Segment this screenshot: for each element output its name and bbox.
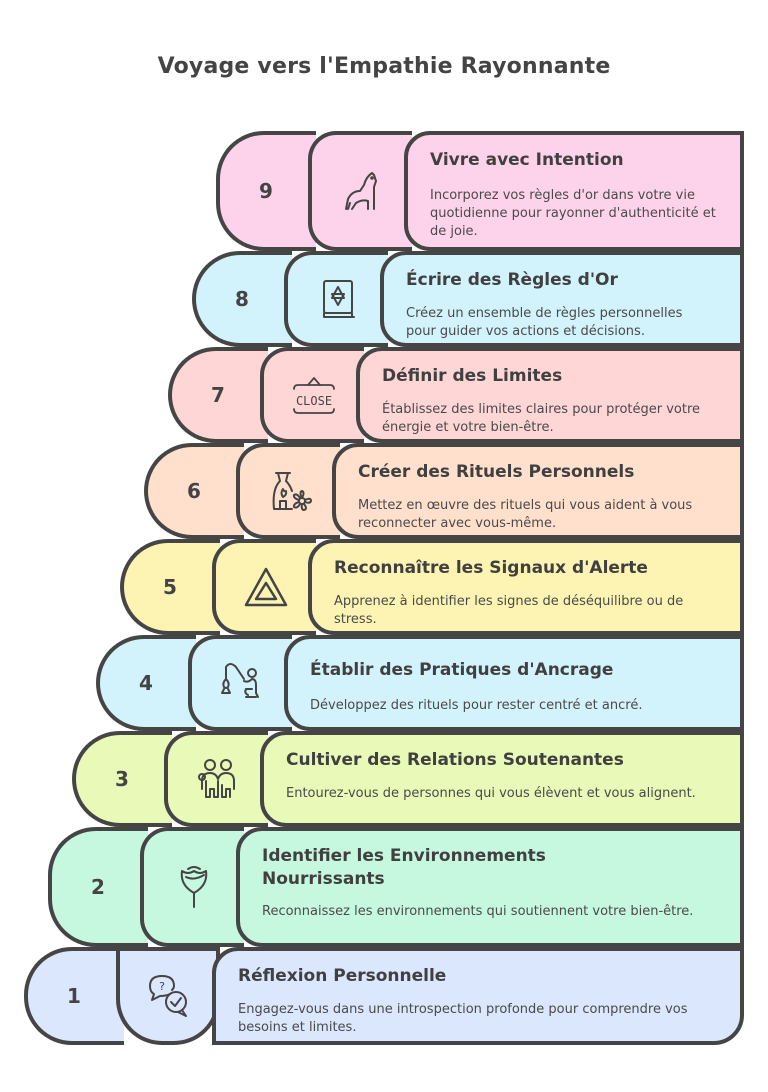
- step-number-block: [144, 443, 244, 539]
- step-card: [236, 827, 744, 947]
- step-9: [216, 131, 744, 251]
- step-description: Apprenez à identifier les signes de déséquilibre ou de stress.: [334, 594, 684, 627]
- step-icon-block: [116, 947, 220, 1045]
- step-number-block: [216, 131, 316, 251]
- aroma-lamp-icon: [266, 467, 314, 515]
- step-number: 5: [163, 575, 177, 599]
- step-description: Entourez-vous de personnes qui vous élèvent et vous alignent.: [286, 786, 696, 801]
- step-icon-block: [260, 347, 364, 443]
- step-card: [308, 539, 744, 635]
- step-6: [144, 443, 744, 539]
- step-number-block: [96, 635, 196, 731]
- step-number: 4: [139, 671, 153, 695]
- book-star-icon: [314, 275, 362, 323]
- step-description: Développez des rituels pour rester centré et ancré.: [310, 698, 643, 713]
- step-number: 9: [259, 179, 273, 203]
- step-title: Définir des Limites: [382, 366, 563, 386]
- step-4: [96, 635, 744, 731]
- step-card: [356, 347, 744, 443]
- speech-bubbles-question-check-icon: [144, 972, 192, 1020]
- step-description: Engagez-vous dans une introspection profonde pour comprendre vos besoins et limites.: [238, 1002, 688, 1035]
- diagram-title: Voyage vers l'Empathie Rayonnante: [157, 54, 611, 79]
- step-7: [168, 347, 744, 443]
- step-number: 3: [115, 767, 129, 791]
- step-icon-block: [140, 827, 244, 947]
- howling-wolf-icon: [338, 167, 386, 215]
- step-number-block: [192, 251, 292, 347]
- svg-text:?: ?: [159, 980, 165, 993]
- step-icon-block: [212, 539, 316, 635]
- step-card: [284, 635, 744, 731]
- fishing-person-icon: [218, 659, 266, 707]
- step-3: [72, 731, 744, 827]
- step-5: [120, 539, 744, 635]
- step-number: 1: [67, 984, 81, 1008]
- step-title: Réflexion Personnelle: [238, 966, 447, 986]
- step-number: 8: [235, 287, 249, 311]
- svg-text:CLOSE: CLOSE: [295, 394, 333, 408]
- step-icon-block: [284, 251, 388, 347]
- step-card: [380, 251, 744, 347]
- step-number-block: [168, 347, 268, 443]
- people-pair-icon: [194, 755, 242, 803]
- step-card: [260, 731, 744, 827]
- step-description: Créez un ensemble de règles personnelles pour guider vos actions et décisions.: [406, 306, 683, 339]
- step-icon-block: [164, 731, 268, 827]
- step-card: [332, 443, 744, 539]
- step-title: Écrire des Règles d'Or: [406, 270, 618, 290]
- step-description: Mettez en œuvre des rituels qui vous aident à vous reconnecter avec vous-même.: [358, 498, 693, 531]
- step-icon-block: [308, 131, 412, 251]
- step-number: 6: [187, 479, 201, 503]
- step-1: [24, 947, 744, 1045]
- step-icon-block: [188, 635, 292, 731]
- rose-icon: [170, 863, 218, 911]
- step-description: Établissez des limites claires pour protéger votre énergie et votre bien-être.: [382, 402, 701, 435]
- step-title: Identifier les Environnements Nourrissants: [262, 846, 546, 889]
- step-title: Reconnaître les Signaux d'Alerte: [334, 558, 648, 578]
- step-number-block: [72, 731, 172, 827]
- step-2: [48, 827, 744, 947]
- step-title: Vivre avec Intention: [430, 150, 624, 170]
- step-title: Établir des Pratiques d'Ancrage: [310, 660, 614, 680]
- step-number-block: [120, 539, 220, 635]
- step-number-block: [48, 827, 148, 947]
- step-card: [404, 131, 744, 251]
- close-sign-icon: [290, 371, 338, 419]
- step-icon-block: [236, 443, 340, 539]
- step-card: [212, 947, 744, 1045]
- step-number: 7: [211, 383, 225, 407]
- step-description: Reconnaissez les environnements qui soutiennent votre bien-être.: [262, 904, 694, 919]
- step-number-block: [24, 947, 124, 1045]
- step-number: 2: [91, 875, 105, 899]
- step-title: Créer des Rituels Personnels: [358, 462, 635, 482]
- step-description: Incorporez vos règles d'or dans votre vie quotidienne pour rayonner d'authenticité et de joie.: [430, 188, 716, 239]
- step-title: Cultiver des Relations Soutenantes: [286, 750, 624, 770]
- warning-triangle-icon: [242, 563, 290, 611]
- step-8: [192, 251, 744, 347]
